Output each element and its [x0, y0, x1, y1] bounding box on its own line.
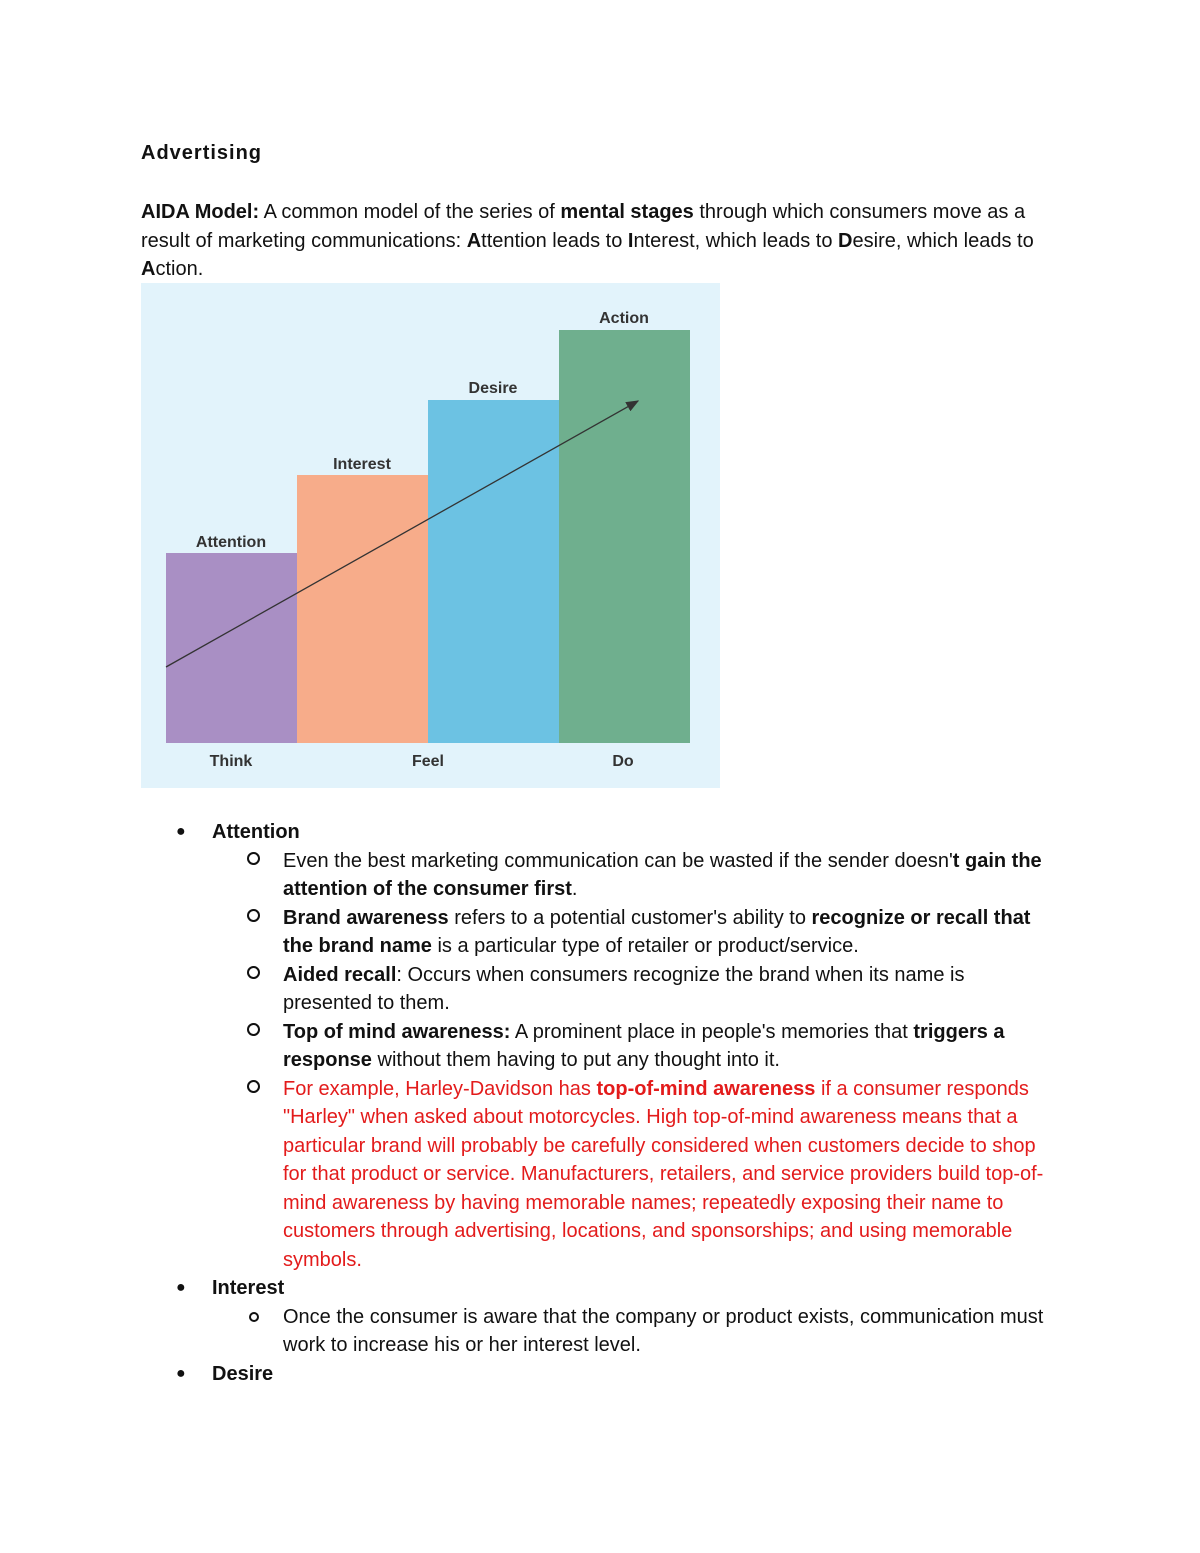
sub-item-text: without them having to put any thought into it.	[371, 1049, 780, 1071]
doc-title: Advertising	[141, 142, 263, 164]
sub-item-bold: Brand awareness	[283, 906, 449, 929]
list-heading: Interest	[212, 1277, 285, 1299]
hollow-bullet-icon	[247, 852, 260, 865]
do-label: Do	[612, 753, 634, 770]
intro-text: esire, which leads to	[852, 229, 1034, 252]
aida-term: AIDA Model:	[141, 201, 260, 223]
intro-bold: mental stages	[560, 201, 694, 223]
attention-label: Attention	[195, 534, 267, 551]
bullet-icon: ●	[176, 1364, 186, 1382]
sub-item	[0, 961, 1053, 1018]
sub-item-bold: t gain the attention of the consumer first	[283, 849, 1042, 900]
sub-item	[0, 847, 1053, 904]
sub-item-text: : Occurs when consumers recognize the brand when its name is presented to them.	[283, 963, 965, 1014]
attention-bar	[166, 553, 297, 743]
intro-initial: I	[627, 229, 634, 252]
intro-text: through which consumers move as a result of marketing communications:	[141, 201, 1026, 252]
sub-item	[0, 1018, 1053, 1075]
desire-bar	[428, 400, 559, 743]
intro-text: nterest, which leads to	[633, 229, 839, 252]
sub-item-bold: Top of mind awareness:	[283, 1020, 511, 1043]
hollow-bullet-icon	[247, 966, 260, 979]
feel-label: Feel	[411, 753, 445, 770]
sub-item-text: .	[571, 878, 578, 900]
desire-label: Desire	[468, 380, 518, 397]
list-item-interest	[0, 1274, 1200, 1303]
sub-item-bold: recognize or recall that the brand name	[283, 906, 1031, 957]
sub-item-text: Even the best marketing communication can be wasted if the sender doesn'	[283, 849, 953, 872]
action-label: Action	[599, 310, 649, 327]
hollow-bullet-icon	[247, 909, 260, 922]
aida-diagram	[141, 283, 720, 788]
list-heading: Desire	[212, 1362, 274, 1385]
aida-list	[0, 818, 1200, 1388]
hollow-bullet-icon	[247, 1023, 260, 1036]
interest-bar	[297, 475, 428, 743]
action-bar	[559, 330, 690, 743]
sub-item-text: For example, Harley-Davidson has	[283, 1077, 597, 1100]
sub-item-bold: top-of-mind awareness	[596, 1077, 816, 1100]
sub-item-text: if a consumer responds "Harley" when asked about motorcycles. High top-of-mind awareness means that a particular brand will probably be carefully considered when customers decide to shop for that product or service. Manufacturers, retailers, and service providers build top-of-mind awareness by having memorable names; repeatedly exposing their name to customers through advertising, locations, and sponsorships; and using memorable symbols.	[283, 1077, 1044, 1271]
list-item-attention	[0, 818, 1200, 847]
bullet-icon: ●	[176, 1279, 186, 1296]
sub-item-text: Once the consumer is aware that the company or product exists, communication must work to increase his or her interest level.	[283, 1305, 1044, 1356]
intro-text: ction.	[155, 258, 204, 280]
intro-paragraph	[141, 198, 1071, 284]
hollow-bullet-icon	[249, 1312, 259, 1322]
sub-item-bold: Aided recall	[283, 963, 397, 986]
intro-initial: A	[141, 258, 156, 280]
bullet-icon: ●	[176, 823, 186, 840]
sub-item-bold: triggers a response	[283, 1020, 1005, 1071]
sub-item-text: A prominent place in people's memories that	[510, 1020, 914, 1043]
intro-text: A common model of the series of	[259, 201, 561, 223]
intro-text: ttention leads to	[481, 229, 628, 252]
sub-item-example	[0, 1075, 1053, 1275]
interest-label: Interest	[333, 456, 391, 473]
intro-initial: D	[838, 229, 853, 252]
sub-item	[0, 1303, 1053, 1360]
aida-figure	[141, 283, 720, 788]
think-label: Think	[209, 753, 253, 770]
intro-initial: A	[466, 229, 482, 252]
sub-item-text: is a particular type of retailer or product/service.	[431, 935, 859, 957]
sub-item-text: refers to a potential customer's ability to	[448, 906, 812, 929]
hollow-bullet-icon	[247, 1080, 260, 1093]
list-item-desire	[0, 1360, 1200, 1389]
sub-item	[0, 904, 1053, 961]
list-heading: Attention	[212, 821, 300, 843]
